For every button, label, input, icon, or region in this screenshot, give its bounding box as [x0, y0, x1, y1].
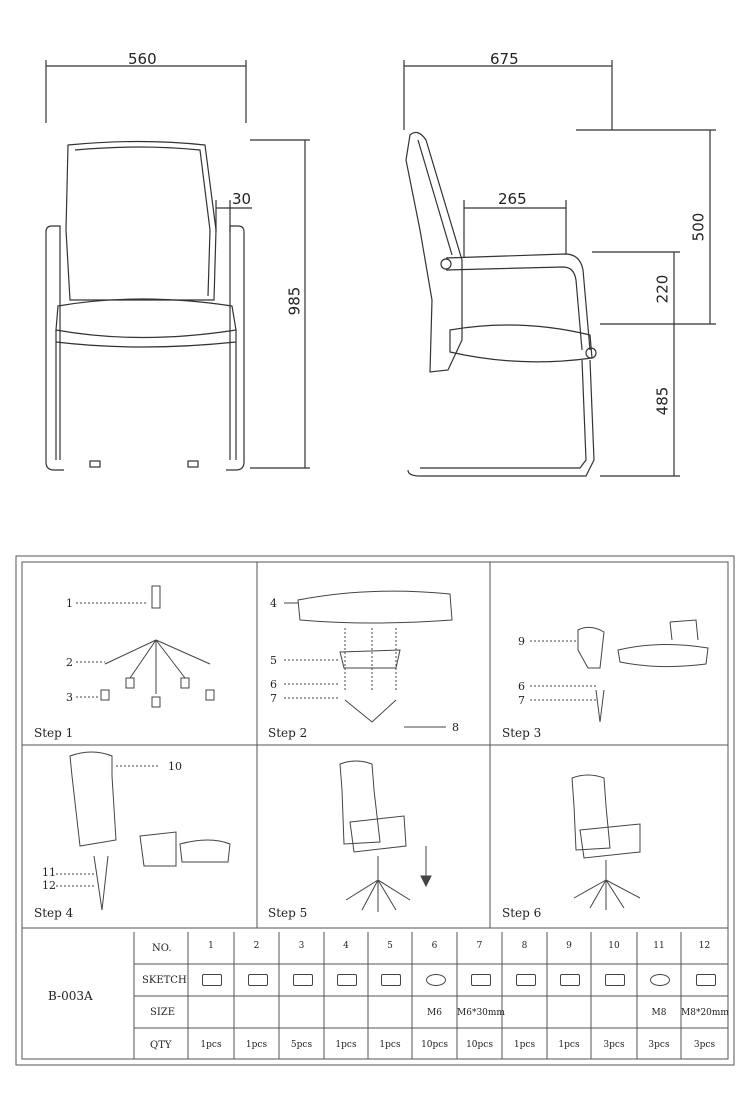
part-qty: 1pcs: [513, 1040, 536, 1050]
step2-label: Step 2: [268, 726, 308, 740]
allen-key-icon: [516, 974, 536, 986]
step3-callout-9: 9: [518, 635, 525, 648]
front-arm-dim: 30: [232, 190, 252, 208]
step1-label: Step 1: [34, 726, 74, 740]
model-number: B-003A: [48, 989, 93, 1003]
part-number: 5: [387, 941, 393, 951]
part-qty: 1pcs: [200, 1040, 222, 1050]
step2-callout-4: 4: [270, 597, 277, 610]
step2-callout-5: 5: [270, 654, 277, 667]
step3-callout-6: 6: [518, 680, 525, 693]
part-qty: 1pcs: [558, 1040, 580, 1050]
row-header-size: SIZE: [150, 1007, 176, 1018]
part-qty: 3pcs: [693, 1040, 716, 1050]
part-number: 12: [698, 941, 711, 951]
part-qty: 1pcs: [245, 1040, 268, 1050]
part-qty: 10pcs: [421, 1040, 448, 1050]
step2-callout-6: 6: [270, 678, 277, 691]
step3-label: Step 3: [502, 726, 542, 740]
row-header-no: NO.: [152, 943, 172, 954]
part-number: 3: [298, 941, 305, 951]
part-qty: 1pcs: [379, 1040, 401, 1050]
part-number: 2: [253, 941, 260, 951]
step2-callout-8: 8: [452, 721, 459, 734]
bolt-icon: [696, 974, 716, 986]
step1-callout-3: 3: [66, 691, 73, 704]
part-number: 8: [521, 941, 528, 951]
front-height-dim: 985: [285, 286, 304, 316]
part-number: 10: [608, 941, 620, 951]
row-header-sketch: SKETCH: [142, 975, 187, 986]
side-seat-height-dim: 485: [653, 386, 672, 416]
part-size: M6*30mm: [457, 1008, 505, 1018]
caster-icon: [293, 974, 313, 986]
side-back-dim: 500: [689, 212, 708, 242]
seat-icon: [337, 974, 357, 986]
step2-callout-7: 7: [270, 692, 277, 705]
part-number: 11: [653, 941, 665, 951]
part-qty: 3pcs: [648, 1040, 670, 1050]
part-size: M8: [651, 1008, 667, 1018]
step4-callout-10: 10: [168, 760, 182, 773]
side-arm-depth-dim: 265: [498, 190, 527, 208]
part-number: 7: [476, 941, 483, 951]
bolt-icon: [471, 974, 491, 986]
armrest-icon: [560, 974, 580, 986]
part-number: 4: [343, 941, 349, 951]
step4-label: Step 4: [34, 906, 74, 920]
part-qty: 1pcs: [335, 1040, 357, 1050]
washer-icon: [426, 974, 446, 986]
part-qty: 10pcs: [466, 1040, 493, 1050]
step5-label: Step 5: [268, 906, 308, 920]
step6-label: Step 6: [502, 906, 542, 920]
part-qty: 5pcs: [290, 1040, 313, 1050]
mechanism-icon: [381, 974, 401, 986]
star-base-icon: [248, 974, 268, 986]
side-arm-height-dim: 220: [653, 274, 672, 304]
front-width-dim: 560: [128, 50, 157, 68]
part-size: M8*20mm: [681, 1008, 729, 1018]
backrest-icon: [605, 974, 625, 986]
part-size: M6: [427, 1008, 442, 1018]
side-depth-dim: 675: [490, 50, 519, 68]
step4-callout-11: 11: [42, 866, 56, 879]
step3-callout-7: 7: [518, 694, 525, 707]
row-header-qty: QTY: [150, 1040, 172, 1051]
part-number: 9: [566, 941, 572, 951]
washer-icon: [650, 974, 670, 986]
step4-callout-12: 12: [42, 879, 56, 892]
gas-lift-icon: [202, 974, 222, 986]
step1-callout-1: 1: [66, 597, 73, 610]
part-qty: 3pcs: [603, 1040, 625, 1050]
part-number: 1: [208, 941, 214, 951]
step1-callout-2: 2: [66, 656, 73, 669]
part-number: 6: [431, 941, 438, 951]
